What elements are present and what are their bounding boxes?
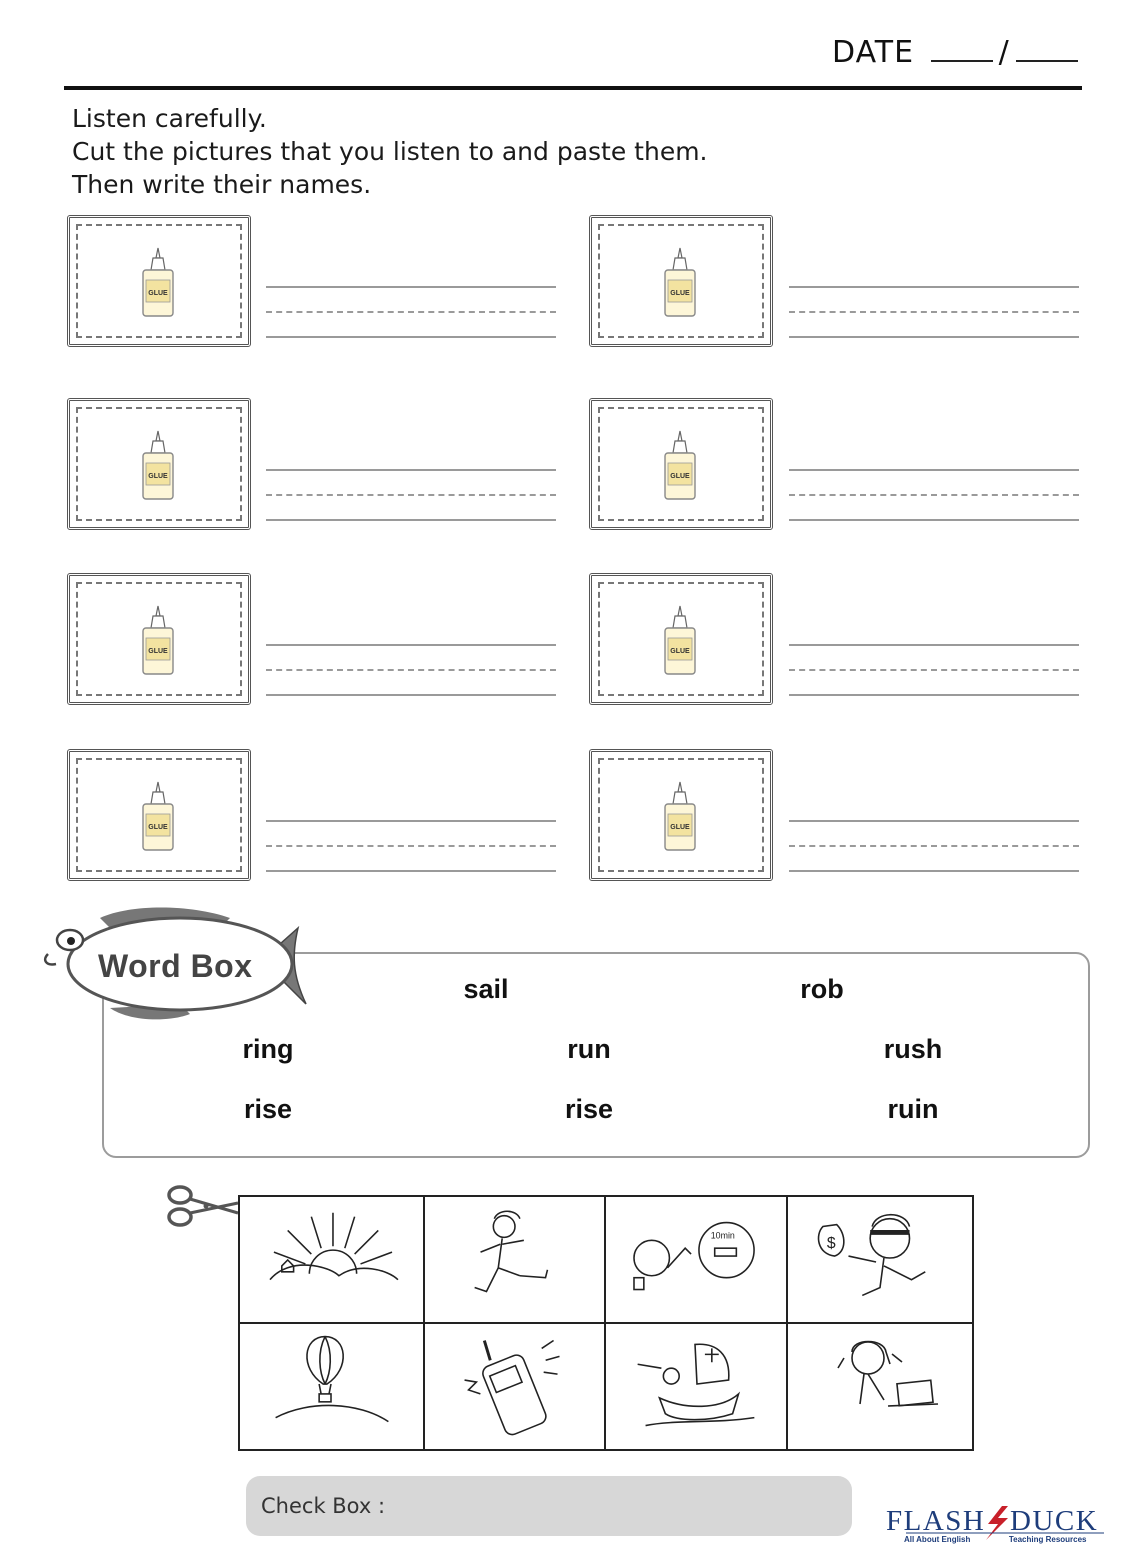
glue-bottle-icon: [661, 604, 699, 678]
picture-rush[interactable]: [606, 1197, 788, 1324]
word-box-word: rise: [243, 1094, 293, 1124]
word-box-word: ruin: [887, 1094, 939, 1124]
running-person-icon: [425, 1197, 604, 1322]
writing-line[interactable]: [266, 820, 556, 874]
midline-dashed: [266, 845, 556, 847]
svg-text:FLASH: FLASH: [886, 1505, 986, 1537]
glue-label: GLUE: [670, 473, 690, 480]
glue-label: GLUE: [148, 473, 168, 480]
midline-dashed: [789, 494, 1079, 496]
word-box-title: Word Box: [98, 948, 253, 984]
midline-dashed: [266, 494, 556, 496]
paste-box[interactable]: [589, 749, 773, 881]
date-separator: /: [998, 35, 1010, 70]
midline-dashed: [266, 311, 556, 313]
writing-line[interactable]: [266, 644, 556, 698]
writing-line[interactable]: [266, 286, 556, 340]
header-divider: [64, 86, 1082, 90]
midline-dashed: [789, 845, 1079, 847]
picture-sunrise[interactable]: [240, 1197, 425, 1324]
logo-tagline: [904, 1535, 1087, 1544]
writing-line[interactable]: [789, 286, 1079, 340]
writing-line[interactable]: [789, 820, 1079, 874]
baseline: [266, 336, 556, 338]
glue-label: GLUE: [148, 648, 168, 655]
top-line: [266, 286, 556, 288]
top-line: [789, 644, 1079, 646]
paste-box[interactable]: [589, 573, 773, 705]
midline-dashed: [789, 311, 1079, 313]
sailing-ship-icon: [606, 1324, 786, 1449]
writing-line[interactable]: [266, 469, 556, 523]
top-line: [266, 469, 556, 471]
paste-box[interactable]: [67, 398, 251, 530]
logo-tagline-right: Teaching Resources: [1008, 1535, 1087, 1544]
svg-text:$: $: [826, 1235, 836, 1253]
date-blank-month[interactable]: [931, 34, 993, 62]
glue-bottle-icon: [139, 429, 177, 503]
hot-air-balloon-icon: [240, 1324, 423, 1449]
paste-box[interactable]: [67, 215, 251, 347]
instruction-line: Listen carefully.: [72, 104, 267, 133]
glue-bottle-icon: [139, 604, 177, 678]
logo-tagline-left: All About English: [904, 1535, 971, 1544]
paste-box[interactable]: [67, 749, 251, 881]
word-box-word: rush: [883, 1034, 943, 1064]
picture-sail[interactable]: [606, 1324, 788, 1449]
top-line: [789, 469, 1079, 471]
picture-grid: [238, 1195, 974, 1451]
word-box-word: rise: [564, 1094, 614, 1124]
picture-run[interactable]: [425, 1197, 606, 1324]
glue-bottle-icon: [661, 246, 699, 320]
rushing-person-icon: [606, 1197, 786, 1322]
glue-bottle-icon: [661, 429, 699, 503]
picture-rise[interactable]: [240, 1324, 425, 1449]
ringing-phone-icon: [425, 1324, 604, 1449]
word-box-word: run: [567, 1034, 611, 1064]
top-line: [266, 820, 556, 822]
baseline: [789, 694, 1079, 696]
word-box-word: rob: [800, 974, 844, 1004]
word-box-word: sail: [463, 974, 509, 1004]
top-line: [789, 286, 1079, 288]
paste-box[interactable]: [67, 573, 251, 705]
top-line: [789, 820, 1079, 822]
ruined-laptop-icon: [788, 1324, 972, 1449]
midline-dashed: [789, 669, 1079, 671]
scissors-icon: [166, 1183, 240, 1229]
date-label: DATE: [832, 35, 915, 70]
date-field: [832, 34, 1084, 70]
glue-label: GLUE: [670, 648, 690, 655]
glue-label: GLUE: [670, 290, 690, 297]
midline-dashed: [266, 669, 556, 671]
writing-line[interactable]: [789, 469, 1079, 523]
top-line: [266, 644, 556, 646]
clock-text: 10min: [710, 1230, 735, 1241]
paste-box[interactable]: [589, 215, 773, 347]
baseline: [266, 870, 556, 872]
glue-label: GLUE: [148, 824, 168, 831]
date-blank-day[interactable]: [1016, 34, 1078, 62]
svg-text:DUCK: DUCK: [1010, 1505, 1099, 1537]
baseline: [789, 870, 1079, 872]
picture-ruin[interactable]: [788, 1324, 972, 1449]
instructions: [72, 102, 708, 201]
glue-bottle-icon: [661, 780, 699, 854]
instruction-line: Then write their names.: [72, 170, 372, 199]
baseline: [789, 336, 1079, 338]
instruction-line: Cut the pictures that you listen to and paste them.: [72, 137, 708, 166]
writing-line[interactable]: [789, 644, 1079, 698]
picture-rob[interactable]: [788, 1197, 972, 1324]
paste-box[interactable]: [589, 398, 773, 530]
check-box-label: Check Box :: [261, 1494, 386, 1518]
picture-ring[interactable]: [425, 1324, 606, 1449]
glue-bottle-icon: [139, 246, 177, 320]
baseline: [789, 519, 1079, 521]
word-box-word: ring: [242, 1034, 294, 1064]
glue-bottle-icon: [139, 780, 177, 854]
glue-label: GLUE: [148, 290, 168, 297]
robber-icon: [788, 1197, 972, 1322]
sunrise-icon: [240, 1197, 423, 1322]
glue-label: GLUE: [670, 824, 690, 831]
baseline: [266, 694, 556, 696]
baseline: [266, 519, 556, 521]
